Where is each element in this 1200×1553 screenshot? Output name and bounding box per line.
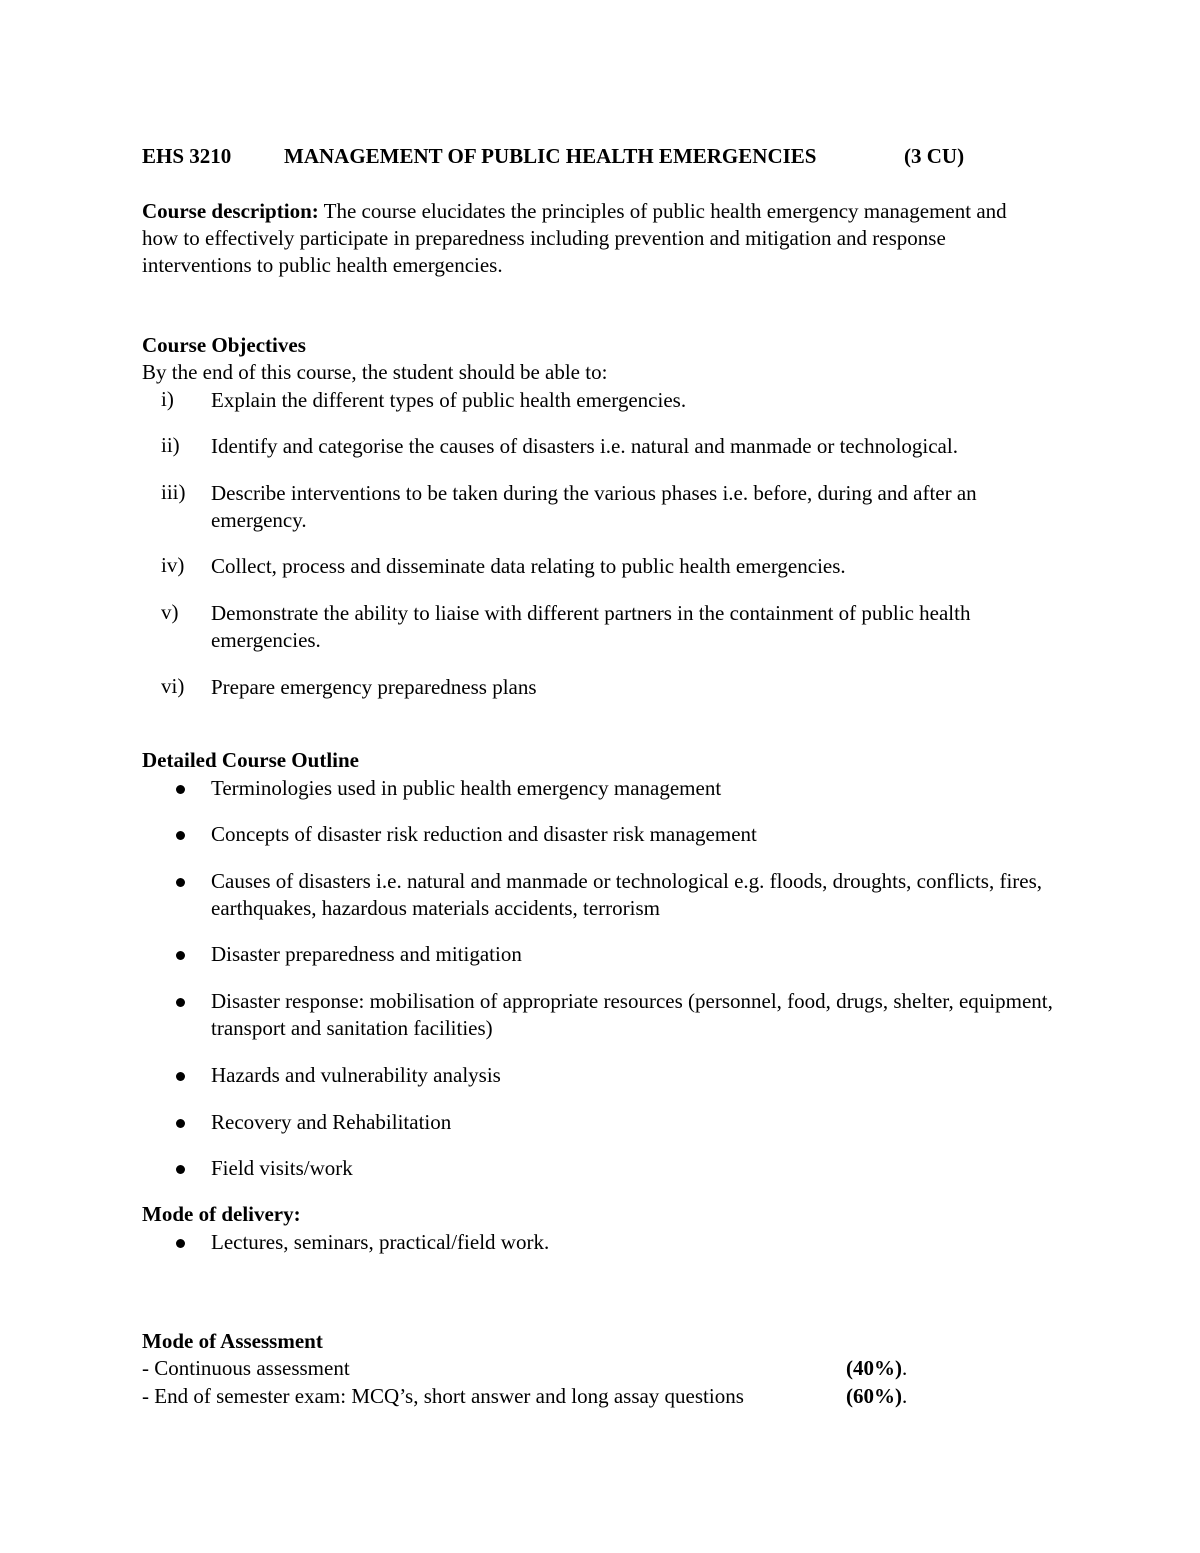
objective-number: i) — [161, 387, 174, 411]
outline-text: Hazards and vulnerability analysis — [211, 1063, 501, 1087]
delivery-heading: Mode of delivery: — [142, 1202, 301, 1226]
outline-text: Disaster preparedness and mitigation — [211, 942, 522, 966]
assessment-label: - End of semester exam: MCQ’s, short answer and long assay questions — [142, 1384, 744, 1408]
outline-text: Concepts of disaster risk reduction and disaster risk management — [211, 822, 757, 846]
outline-text: Causes of disasters i.e. natural and manmade or technological e.g. floods, droughts, conflicts, fires, earthquakes, hazardous materials accidents, terrorism — [211, 869, 1043, 920]
assessment-period: . — [902, 1356, 908, 1380]
bullet-icon — [176, 1072, 185, 1081]
course-name: MANAGEMENT OF PUBLIC HEALTH EMERGENCIES — [284, 144, 817, 168]
objective-number: ii) — [161, 433, 180, 457]
assessment-percent: (40%) — [846, 1356, 902, 1380]
bullet-icon — [176, 1119, 185, 1128]
bullet-icon — [176, 951, 185, 960]
objective-text: Demonstrate the ability to liaise with different partners in the containment of public health emergencies. — [211, 601, 971, 652]
description-label: Course description: — [142, 199, 319, 223]
objective-text: Describe interventions to be taken during the various phases i.e. before, during and after an emergency. — [211, 481, 977, 532]
delivery-text: Lectures, seminars, practical/field work. — [211, 1230, 550, 1254]
outline-heading: Detailed Course Outline — [142, 748, 359, 772]
course-description — [142, 198, 1022, 279]
description-text: The course elucidates the principles of public health emergency management and how to effectively participate in preparedness including prevention and mitigation and response interventions to public health emergencies. — [142, 199, 1007, 277]
assessment-heading: Mode of Assessment — [142, 1329, 323, 1353]
objectives-heading: Course Objectives — [142, 333, 306, 357]
objective-text: Collect, process and disseminate data relating to public health emergencies. — [211, 554, 846, 578]
assessment-percent: (60%) — [846, 1384, 902, 1408]
objective-text: Prepare emergency preparedness plans — [211, 675, 537, 699]
bullet-icon — [176, 831, 185, 840]
assessment-weight — [846, 1384, 907, 1409]
course-credits: (3 CU) — [904, 144, 965, 168]
objective-number: iii) — [161, 480, 186, 504]
objective-number: vi) — [161, 674, 185, 698]
bullet-icon — [176, 1165, 185, 1174]
assessment-weight — [846, 1356, 907, 1381]
bullet-icon — [176, 1239, 185, 1248]
objectives-intro: By the end of this course, the student should be able to: — [142, 360, 608, 384]
objective-text: Identify and categorise the causes of disasters i.e. natural and manmade or technological. — [211, 434, 958, 458]
objective-number: v) — [161, 600, 179, 624]
objective-number: iv) — [161, 553, 185, 577]
outline-text: Recovery and Rehabilitation — [211, 1110, 452, 1134]
bullet-icon — [176, 878, 185, 887]
objective-text: Explain the different types of public health emergencies. — [211, 388, 687, 412]
outline-text: Field visits/work — [211, 1156, 353, 1180]
assessment-label: - Continuous assessment — [142, 1356, 350, 1380]
bullet-icon — [176, 785, 185, 794]
course-code: EHS 3210 — [142, 144, 232, 168]
outline-text: Terminologies used in public health emergency management — [211, 776, 722, 800]
bullet-icon — [176, 998, 185, 1007]
assessment-period: . — [902, 1384, 908, 1408]
outline-text: Disaster response: mobilisation of appropriate resources (personnel, food, drugs, shelter, equipment, transport and sanitation facilities) — [211, 989, 1053, 1040]
